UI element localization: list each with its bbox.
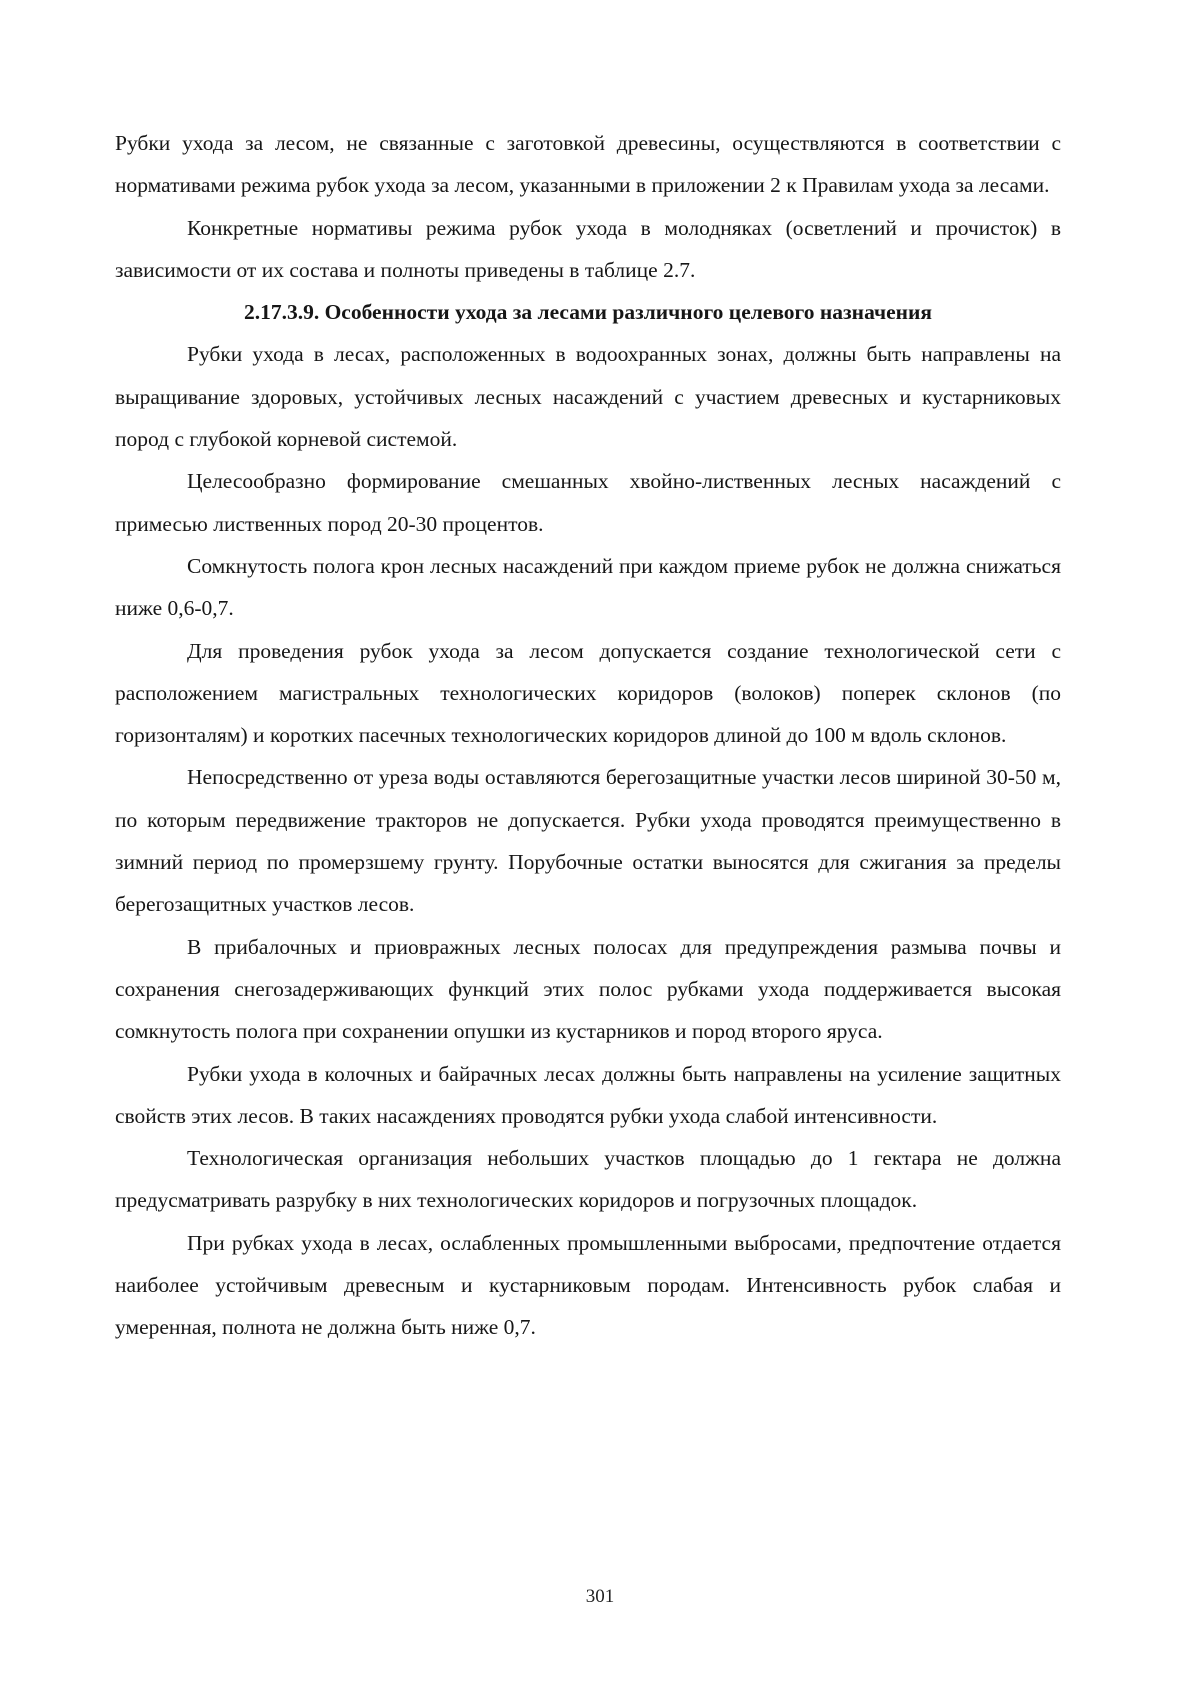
paragraph: Технологическая организация небольших участков площадью до 1 гектара не должна предусматривать разрубку в них технологических коридоров и погрузочных площадок. — [115, 1146, 1061, 1213]
paragraph: Конкретные нормативы режима рубок ухода в молодняках (осветлений и прочисток) в зависимости от их состава и полноты приведены в таблице 2.7. — [115, 215, 1061, 282]
paragraph: При рубках ухода в лесах, ослабленных промышленными выбросами, предпочтение отдается наиболее устойчивым древесным и кустарниковым породам. Интенсивность рубок слабая и умеренная, полнота не должна быть ниже 0,7. — [115, 1230, 1061, 1340]
paragraph: Рубки ухода в колочных и байрачных лесах должны быть направлены на усиление защитных свойств этих лесов. В таких насаждениях проводятся рубки ухода слабой интенсивности. — [115, 1061, 1061, 1128]
paragraph: В прибалочных и приовражных лесных полосах для предупреждения размыва почвы и сохранения снегозадерживающих функций этих полос рубками ухода поддерживается высокая сомкнутость полога при сохранении опушки из кустарников и пород второго яруса. — [115, 934, 1061, 1044]
page-body — [115, 122, 1061, 1349]
paragraph: Рубки ухода за лесом, не связанные с заготовкой древесины, осуществляются в соответствии с нормативами режима рубок ухода за лесом, указанными в приложении 2 к Правилам ухода за лесами. — [115, 131, 1061, 198]
paragraph: Непосредственно от уреза воды оставляются берегозащитные участки лесов шириной 30-50 м, по которым передвижение тракторов не допускается. Рубки ухода проводятся преимущественно в зимний период по промерзшему грунту. Порубочные остатки выносятся для сжигания за пределы берегозащитных участков лесов. — [115, 765, 1061, 917]
paragraph: Целесообразно формирование смешанных хвойно-лиственных лесных насаждений с примесью лиственных пород 20-30 процентов. — [115, 469, 1061, 536]
section-heading: 2.17.3.9. Особенности ухода за лесами различного целевого назначения — [243, 300, 933, 325]
paragraph: Сомкнутость полога крон лесных насаждений при каждом приеме рубок не должна снижаться ниже 0,6-0,7. — [115, 553, 1061, 621]
paragraph: Рубки ухода в лесах, расположенных в водоохранных зонах, должны быть направлены на выращивание здоровых, устойчивых лесных насаждений с участием древесных и кустарниковых пород с глубокой корневой системой. — [115, 342, 1061, 452]
page-number: 301 — [585, 1586, 615, 1607]
paragraph: Для проведения рубок ухода за лесом допускается создание технологической сети с расположением магистральных технологических коридоров (волоков) поперек склонов (по горизонталям) и коротких пасечных технологических коридоров длиной до 100 м вдоль склонов. — [115, 638, 1061, 748]
